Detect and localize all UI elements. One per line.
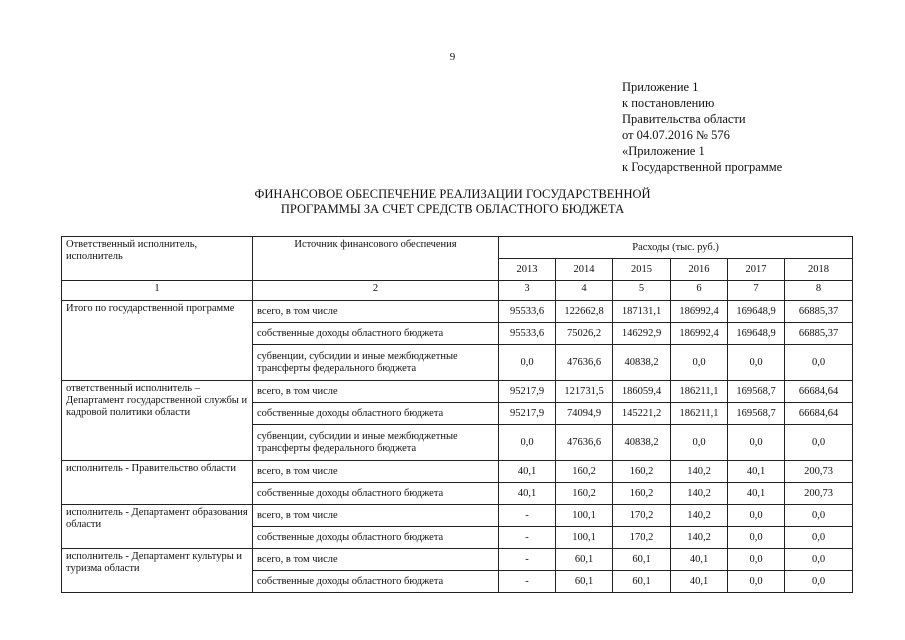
header-year: 2018 [785, 259, 853, 281]
source-cell: собственные доходы областного бюджета [253, 323, 499, 345]
value-cell: 146292,9 [613, 323, 671, 345]
value-cell: 186211,1 [671, 381, 728, 403]
source-cell: собственные доходы областного бюджета [253, 483, 499, 505]
column-index: 1 [62, 281, 253, 301]
value-cell: 40,1 [671, 571, 728, 593]
value-cell: 140,2 [671, 527, 728, 549]
value-cell: 0,0 [728, 549, 785, 571]
value-cell: - [499, 505, 556, 527]
source-cell: всего, в том числе [253, 301, 499, 323]
source-cell: собственные доходы областного бюджета [253, 403, 499, 425]
value-cell: 0,0 [671, 425, 728, 461]
appendix-line: к Государственной программе [622, 160, 783, 174]
value-cell: 200,73 [785, 461, 853, 483]
value-cell: 40,1 [728, 483, 785, 505]
source-cell: всего, в том числе [253, 381, 499, 403]
value-cell: 160,2 [613, 483, 671, 505]
value-cell: 60,1 [613, 549, 671, 571]
value-cell: 0,0 [785, 571, 853, 593]
financing-table [61, 236, 853, 593]
column-index: 3 [499, 281, 556, 301]
column-index: 6 [671, 281, 728, 301]
column-index-row [62, 281, 853, 301]
value-cell: - [499, 527, 556, 549]
value-cell: 170,2 [613, 505, 671, 527]
table-row [62, 549, 853, 571]
value-cell: 160,2 [556, 461, 613, 483]
value-cell: 0,0 [728, 527, 785, 549]
value-cell: 95217,9 [499, 403, 556, 425]
source-cell: собственные доходы областного бюджета [253, 571, 499, 593]
value-cell: 0,0 [728, 571, 785, 593]
value-cell: 40,1 [499, 483, 556, 505]
value-cell: 122662,8 [556, 301, 613, 323]
header-year: 2014 [556, 259, 613, 281]
title-line: ПРОГРАММЫ ЗА СЧЕТ СРЕДСТВ ОБЛАСТНОГО БЮДЖЕТА [280, 202, 625, 216]
value-cell: 0,0 [728, 425, 785, 461]
column-index: 7 [728, 281, 785, 301]
table-row [62, 505, 853, 527]
value-cell: - [499, 571, 556, 593]
value-cell: 140,2 [671, 461, 728, 483]
table-row [62, 301, 853, 323]
value-cell: 95533,6 [499, 323, 556, 345]
header-year: 2013 [499, 259, 556, 281]
source-cell: всего, в том числе [253, 505, 499, 527]
value-cell: 186992,4 [671, 301, 728, 323]
executor-cell: ответственный исполнитель – Департамент государственной службы и кадровой политики области [62, 381, 253, 461]
value-cell: 66684,64 [785, 381, 853, 403]
value-cell: 60,1 [613, 571, 671, 593]
value-cell: 0,0 [785, 505, 853, 527]
value-cell: 145221,2 [613, 403, 671, 425]
value-cell: 200,73 [785, 483, 853, 505]
value-cell: 95533,6 [499, 301, 556, 323]
value-cell: 75026,2 [556, 323, 613, 345]
value-cell: 66684,64 [785, 403, 853, 425]
value-cell: - [499, 549, 556, 571]
value-cell: 47636,6 [556, 345, 613, 381]
value-cell: 40,1 [499, 461, 556, 483]
source-cell: субвенции, субсидии и иные межбюджетные трансферты федерального бюджета [253, 425, 499, 461]
value-cell: 40838,2 [613, 425, 671, 461]
title-line: ФИНАНСОВОЕ ОБЕСПЕЧЕНИЕ РЕАЛИЗАЦИИ ГОСУДАРСТВЕННОЙ [254, 187, 651, 201]
table-row [62, 461, 853, 483]
header-expenses: Расходы (тыс. руб.) [499, 237, 853, 259]
value-cell: 0,0 [785, 425, 853, 461]
value-cell: 0,0 [785, 549, 853, 571]
value-cell: 0,0 [785, 345, 853, 381]
value-cell: 140,2 [671, 505, 728, 527]
executor-cell: исполнитель - Департамент образования области [62, 505, 253, 549]
value-cell: 187131,1 [613, 301, 671, 323]
appendix-line: Правительства области [622, 112, 746, 126]
value-cell: 169648,9 [728, 323, 785, 345]
value-cell: 0,0 [499, 345, 556, 381]
document-title [0, 187, 905, 217]
value-cell: 186992,4 [671, 323, 728, 345]
source-cell: всего, в том числе [253, 461, 499, 483]
value-cell: 169568,7 [728, 381, 785, 403]
value-cell: 60,1 [556, 549, 613, 571]
value-cell: 0,0 [499, 425, 556, 461]
appendix-line: к постановлению [622, 96, 715, 110]
value-cell: 169568,7 [728, 403, 785, 425]
appendix-line: от 04.07.2016 № 576 [622, 128, 730, 142]
value-cell: 40,1 [728, 461, 785, 483]
value-cell: 74094,9 [556, 403, 613, 425]
header-year: 2016 [671, 259, 728, 281]
value-cell: 40,1 [671, 549, 728, 571]
page-number: 9 [449, 51, 456, 63]
value-cell: 160,2 [613, 461, 671, 483]
header-year: 2015 [613, 259, 671, 281]
value-cell: 186211,1 [671, 403, 728, 425]
column-index: 8 [785, 281, 853, 301]
column-index: 5 [613, 281, 671, 301]
value-cell: 170,2 [613, 527, 671, 549]
executor-cell: исполнитель - Департамент культуры и туризма области [62, 549, 253, 593]
value-cell: 0,0 [728, 345, 785, 381]
value-cell: 66885,37 [785, 301, 853, 323]
value-cell: 186059,4 [613, 381, 671, 403]
value-cell: 66885,37 [785, 323, 853, 345]
value-cell: 0,0 [785, 527, 853, 549]
value-cell: 0,0 [728, 505, 785, 527]
executor-cell: исполнитель - Правительство области [62, 461, 253, 505]
header-source: Источник финансового обеспечения [253, 237, 499, 281]
table-row [62, 381, 853, 403]
header-executor: Ответственный исполнитель, исполнитель [62, 237, 253, 281]
value-cell: 169648,9 [728, 301, 785, 323]
value-cell: 0,0 [671, 345, 728, 381]
value-cell: 140,2 [671, 483, 728, 505]
source-cell: субвенции, субсидии и иные межбюджетные трансферты федерального бюджета [253, 345, 499, 381]
executor-cell: Итого по государственной программе [62, 301, 253, 381]
column-index: 4 [556, 281, 613, 301]
header-year: 2017 [728, 259, 785, 281]
value-cell: 100,1 [556, 505, 613, 527]
source-cell: всего, в том числе [253, 549, 499, 571]
value-cell: 100,1 [556, 527, 613, 549]
column-index: 2 [253, 281, 499, 301]
source-cell: собственные доходы областного бюджета [253, 527, 499, 549]
value-cell: 160,2 [556, 483, 613, 505]
value-cell: 60,1 [556, 571, 613, 593]
value-cell: 95217,9 [499, 381, 556, 403]
value-cell: 121731,5 [556, 381, 613, 403]
appendix-line: Приложение 1 [622, 80, 699, 94]
value-cell: 40838,2 [613, 345, 671, 381]
appendix-block [622, 79, 782, 175]
appendix-line: «Приложение 1 [622, 144, 705, 158]
value-cell: 47636,6 [556, 425, 613, 461]
